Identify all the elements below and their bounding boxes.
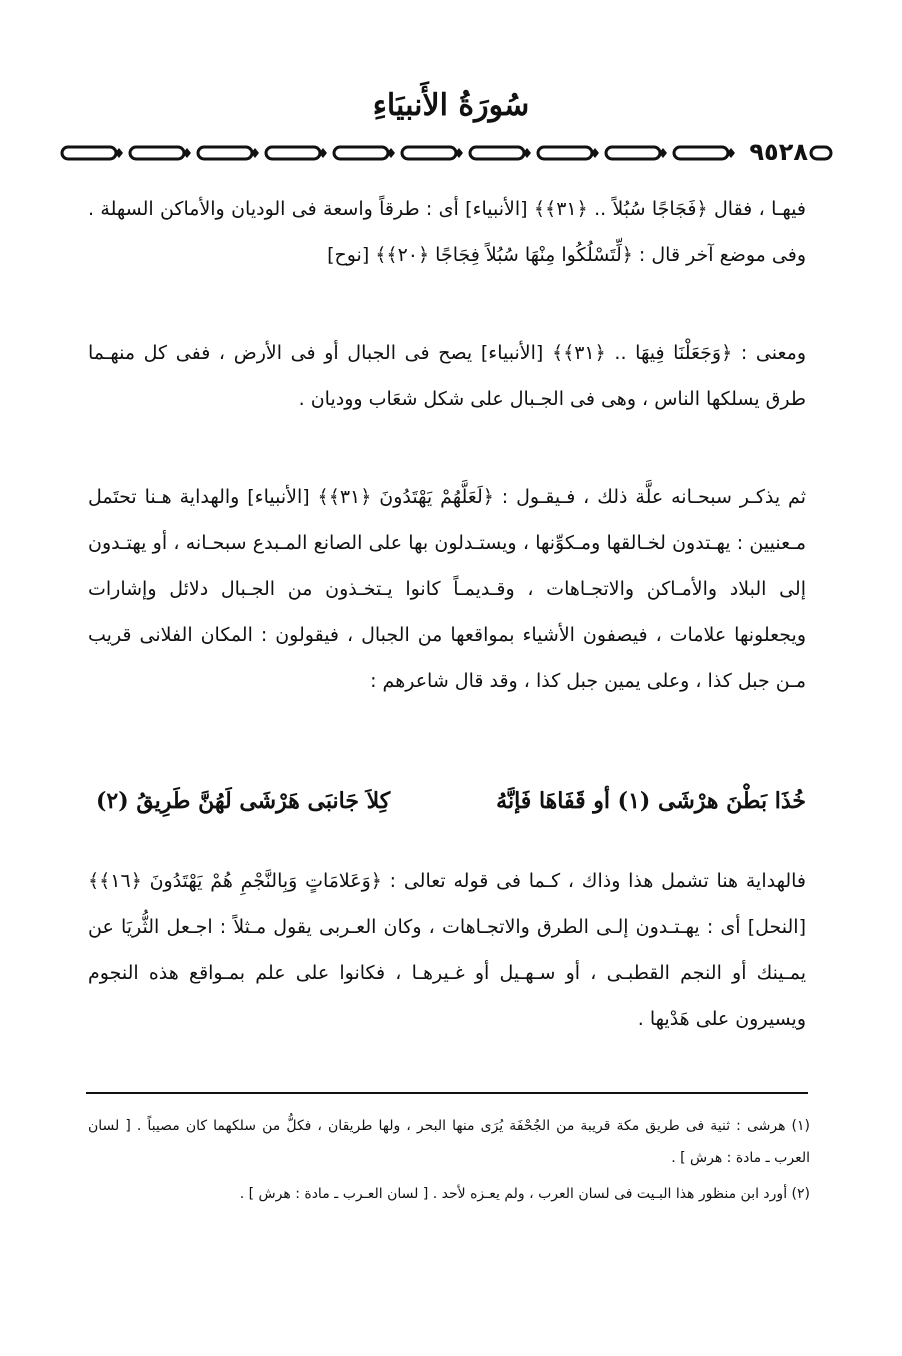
footnote-divider (86, 1092, 808, 1094)
paragraph-2: ومعنى : ﴿وَجَعَلْنَا فِيهَا .. ﴿٣١﴾﴾ [الأنبياء] يصح فى الجبال أو فى الأرض ، ففى كل منهـما طرق يسلكها الناس ، وهى فى الجـبال على شكل شعَاب ووديان . (88, 342, 807, 410)
paragraph-4: فالهداية هنا تشمل هذا وذاك ، كـما فى قوله تعالى : ﴿وَعَلامَاتٍ وَبِالنَّجْمِ هُمْ يَهْتَدُونَ ﴿١٦﴾﴾ [النحل] أى : يهـتـدون إلـى الطرق والاتجـاهات ، وكان العـربى يقول مـثلاً : اجـعل الثُّريَا عن يمـينك أو النجم القطبـى ، أو سـهـيل أو غـيرهـا ، فكانوا على علم بمـواقع هذه النجوم ويسيرون على هَدْيها . (88, 870, 806, 1030)
ornament-divider-icon (58, 142, 748, 164)
page-number: ٩٥٢٨ (749, 138, 808, 166)
paragraph-3: ثم يذكـر سبحـانه علَّة ذلك ، فـيقـول : ﴿لَعَلَّهُمْ يَهْتَدُونَ ﴿٣١﴾﴾ [الأنبياء] والهداية هـنا تحتَمل مـعنيين : يهـتدون لخـالقها ومـكوِّنها ، ويستـدلون بها على الصانع المـبدع سبحـانه ، أو يهتـدون إلى البلاد والأمـاكن والاتجـاهات ، وقـديمـاً كانوا يـتخـذون من الجـبال دلائل وإشارات ويجعلونها علامات ، فيصفون الأشياء بمواقعها من الجبال ، فيقولون : المكان الفلانى قريب مـن جبل كذا ، وعلى يمين جبل كذا ، وقد قال شاعرهم : (88, 486, 806, 692)
surah-title: سُورَةُ الأَنبيَاءِ (372, 88, 530, 123)
poem-second-hemistich: كِلاَ جَانبَى هَرْشَى لَهُنَّ طَرِيقُ (٢) (96, 788, 391, 814)
footnote-1: (١) هرشى : ثنية فى طريق مكة قريبة من الجُحْفَة يُرَى منها البحر ، ولها طريقان ، فكلُّ من سلكهما كان مصيباً . [ لسان العرب ـ مادة : هرش ] . (88, 1118, 810, 1166)
ornament-end-icon (808, 142, 834, 164)
poem-verse (88, 788, 806, 832)
footnotes (88, 1110, 810, 1214)
paragraph-1: فيهـا ، فقال ﴿فَجَاجًا سُبُلاً .. ﴿٣١﴾﴾ [الأنبياء] أى : طرقاً واسعة فى الوديان والأماكن السهلة . وفى موضع آخر قال : ﴿لِّتَسْلُكُوا مِنْهَا سُبُلاً فِجَاجًا ﴿٢٠﴾﴾ [نوح] (88, 198, 806, 266)
footnote-2: (٢) أورد ابن منظور هذا البـيت فى لسان العرب ، ولم يعـزه لأحد . [ لسان العـرب ـ مادة : هرش ] . (239, 1186, 810, 1202)
poem-first-hemistich: خُذَا بَطْنَ هرْشَى (١) أو قَفَاهَا فَإنَّهُ (496, 788, 806, 814)
